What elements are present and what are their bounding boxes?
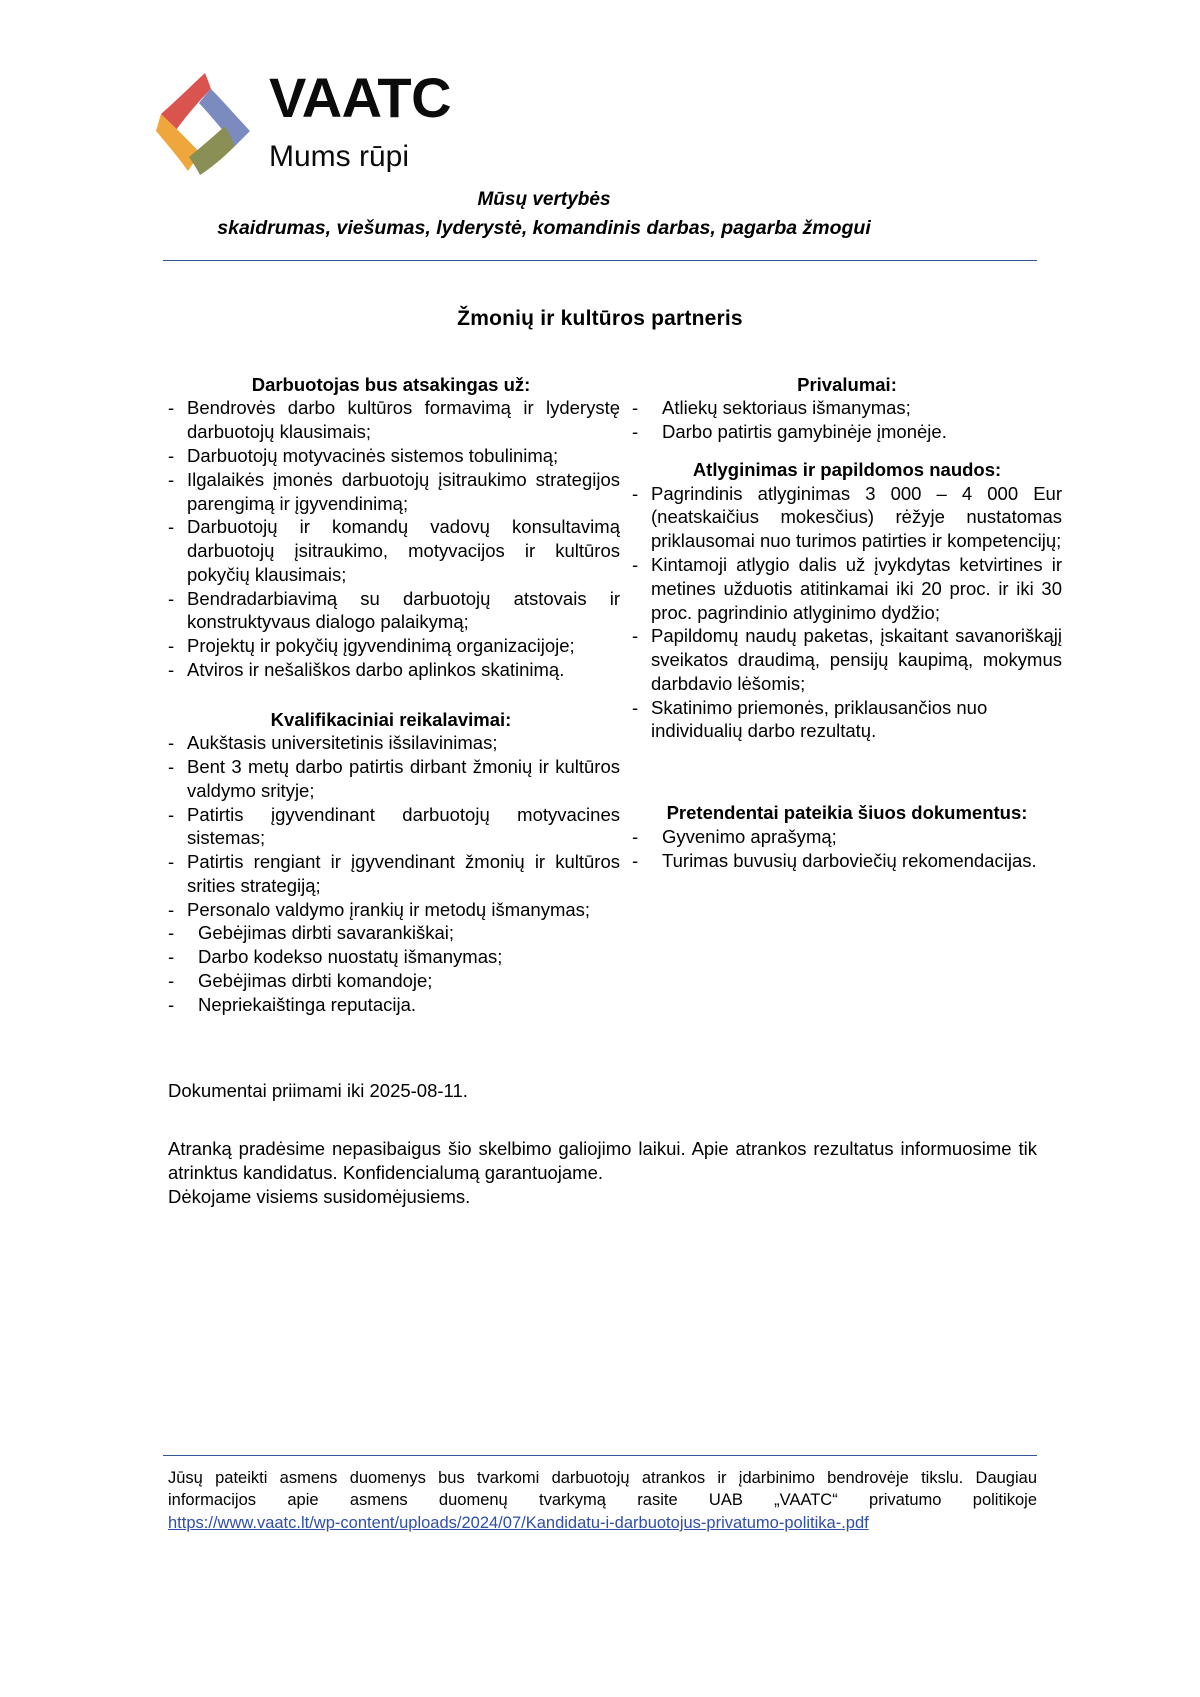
list-item: - Bendrovės darbo kultūros formavimą ir lyderystę darbuotojų klausimais; [168,396,620,444]
list-item: - Ilgalaikės įmonės darbuotojų įsitraukimo strategijos parengimą ir įgyvendinimą; [168,468,620,516]
closing-section [0,1079,1200,1209]
compensation-list [632,482,1062,743]
header-divider [163,260,1037,261]
list-item: - Kintamoji atlygio dalis už įvykdytas ketvirtines ir metines užduotis atitinkamai iki 20 proc. ir iki 30 proc. pagrindinio atlyginimo dydžio; [632,553,1062,624]
advantages-heading: Privalumai: [797,373,897,395]
section-spacer [632,444,1062,458]
list-item: - Darbuotojų ir komandų vadovų konsultavimą darbuotojų įsitraukimo, motyvacijos ir kultūros pokyčių klausimais; [168,515,620,586]
section-spacer [168,682,620,708]
responsibilities-heading: Darbuotojas bus atsakingas už: [251,373,531,395]
list-item: - Aukštasis universitetinis išsilavinimas; [168,731,620,755]
list-item: - Gebėjimas dirbti savarankiškai; [168,921,620,945]
brand-name: VAATC [269,66,452,129]
list-item: - Turimas buvusių darboviečių rekomendacijas. [632,849,1062,873]
list-item: - Pagrindinis atlyginimas 3 000 – 4 000 Eur (neatskaičius mokesčius) rėžyje nustatomas priklausomai nuo turimos patirties ir kompetencijų; [632,482,1062,553]
list-item: - Nepriekaištinga reputacija. [168,993,620,1017]
list-item: - Personalo valdymo įrankių ir metodų išmanymas; [168,898,620,922]
compensation-heading: Atlyginimas ir papildomos naudos: [692,459,1002,481]
responsibilities-list [168,396,620,681]
privacy-policy-link[interactable]: https://www.vaatc.lt/wp-content/uploads/2024/07/Kandidatu-i-darbuotojus-privatumo-politika-.pdf [168,1513,869,1532]
list-item: - Darbo kodekso nuostatų išmanymas; [168,945,620,969]
privacy-notice-text: Jūsų pateikti asmens duomenys bus tvarkomi darbuotojų atrankos ir įdarbinimo bendrovėje tikslu. Daugiau informacijos apie asmens duomenų tvarkymą rasite UAB „VAATC“ privatumo politikoje [168,1469,1037,1509]
document-footer [0,1455,1200,1534]
left-column [168,373,620,1017]
qualifications-list [168,731,620,1016]
content-columns [0,373,1200,1017]
brand-tagline: Mums rūpi [269,140,410,173]
right-column [632,373,1062,1017]
values-title: Mūsų vertybės [477,189,611,210]
list-item: - Papildomų naudų paketas, įskaitant savanoriškąjį sveikatos draudimą, pensijų kaupimą, mokymus darbdavio lėšomis; [632,624,1062,695]
list-item: - Darbuotojų motyvacinės sistemos tobulinimą; [168,444,620,468]
list-item: - Bendradarbiavimą su darbuotojų atstovais ir konstruktyvaus dialogo palaikymą; [168,587,620,635]
document-header [0,0,1200,261]
documents-heading: Pretendentai pateikia šiuos dokumentus: [666,802,1028,824]
privacy-notice [0,1456,1200,1534]
vaatc-diamond-logo-icon [155,70,257,178]
list-item: - Darbo patirtis gamybinėje įmonėje. [632,420,1062,444]
list-item: - Patirtis įgyvendinant darbuotojų motyvacines sistemas; [168,803,620,851]
advantages-list [632,396,1062,444]
list-item: - Skatinimo priemonės, priklausančios nuo individualių darbo rezultatų. [632,696,1062,744]
documents-list [632,825,1062,873]
list-item: - Gyvenimo aprašymą; [632,825,1062,849]
list-item: - Projektų ir pokyčių įgyvendinimą organizacijoje; [168,634,620,658]
list-item: - Atviros ir nešališkos darbo aplinkos skatinimą. [168,658,620,682]
brand-wordmark [269,62,451,173]
selection-note: Atranką pradėsime nepasibaigus šio skelbimo galiojimo laikui. Apie atrankos rezultatus informuosime tik atrinktus kandidatus. Konfidencialumą garantuojame. [168,1137,1037,1183]
list-item: - Bent 3 metų darbo patirtis dirbant žmonių ir kultūros valdymo srityje; [168,755,620,803]
application-deadline: Dokumentai priimami iki 2025-08-11. [168,1079,468,1101]
values-list: skaidrumas, viešumas, lyderystė, komandinis darbas, pagarba žmogui [217,216,871,239]
qualifications-heading: Kvalifikaciniai reikalavimai: [270,708,512,730]
list-item: - Gebėjimas dirbti komandoje; [168,969,620,993]
page-title: Žmonių ir kultūros partneris [457,306,743,330]
thank-you-note: Dėkojame visiems susidomėjusiems. [168,1185,471,1207]
brand-logo-block [0,62,1200,178]
company-values [0,186,1200,242]
list-item: - Patirtis rengiant ir įgyvendinant žmonių ir kultūros srities strategiją; [168,850,620,898]
section-spacer [632,743,1062,801]
list-item: - Atliekų sektoriaus išmanymas; [632,396,1062,420]
